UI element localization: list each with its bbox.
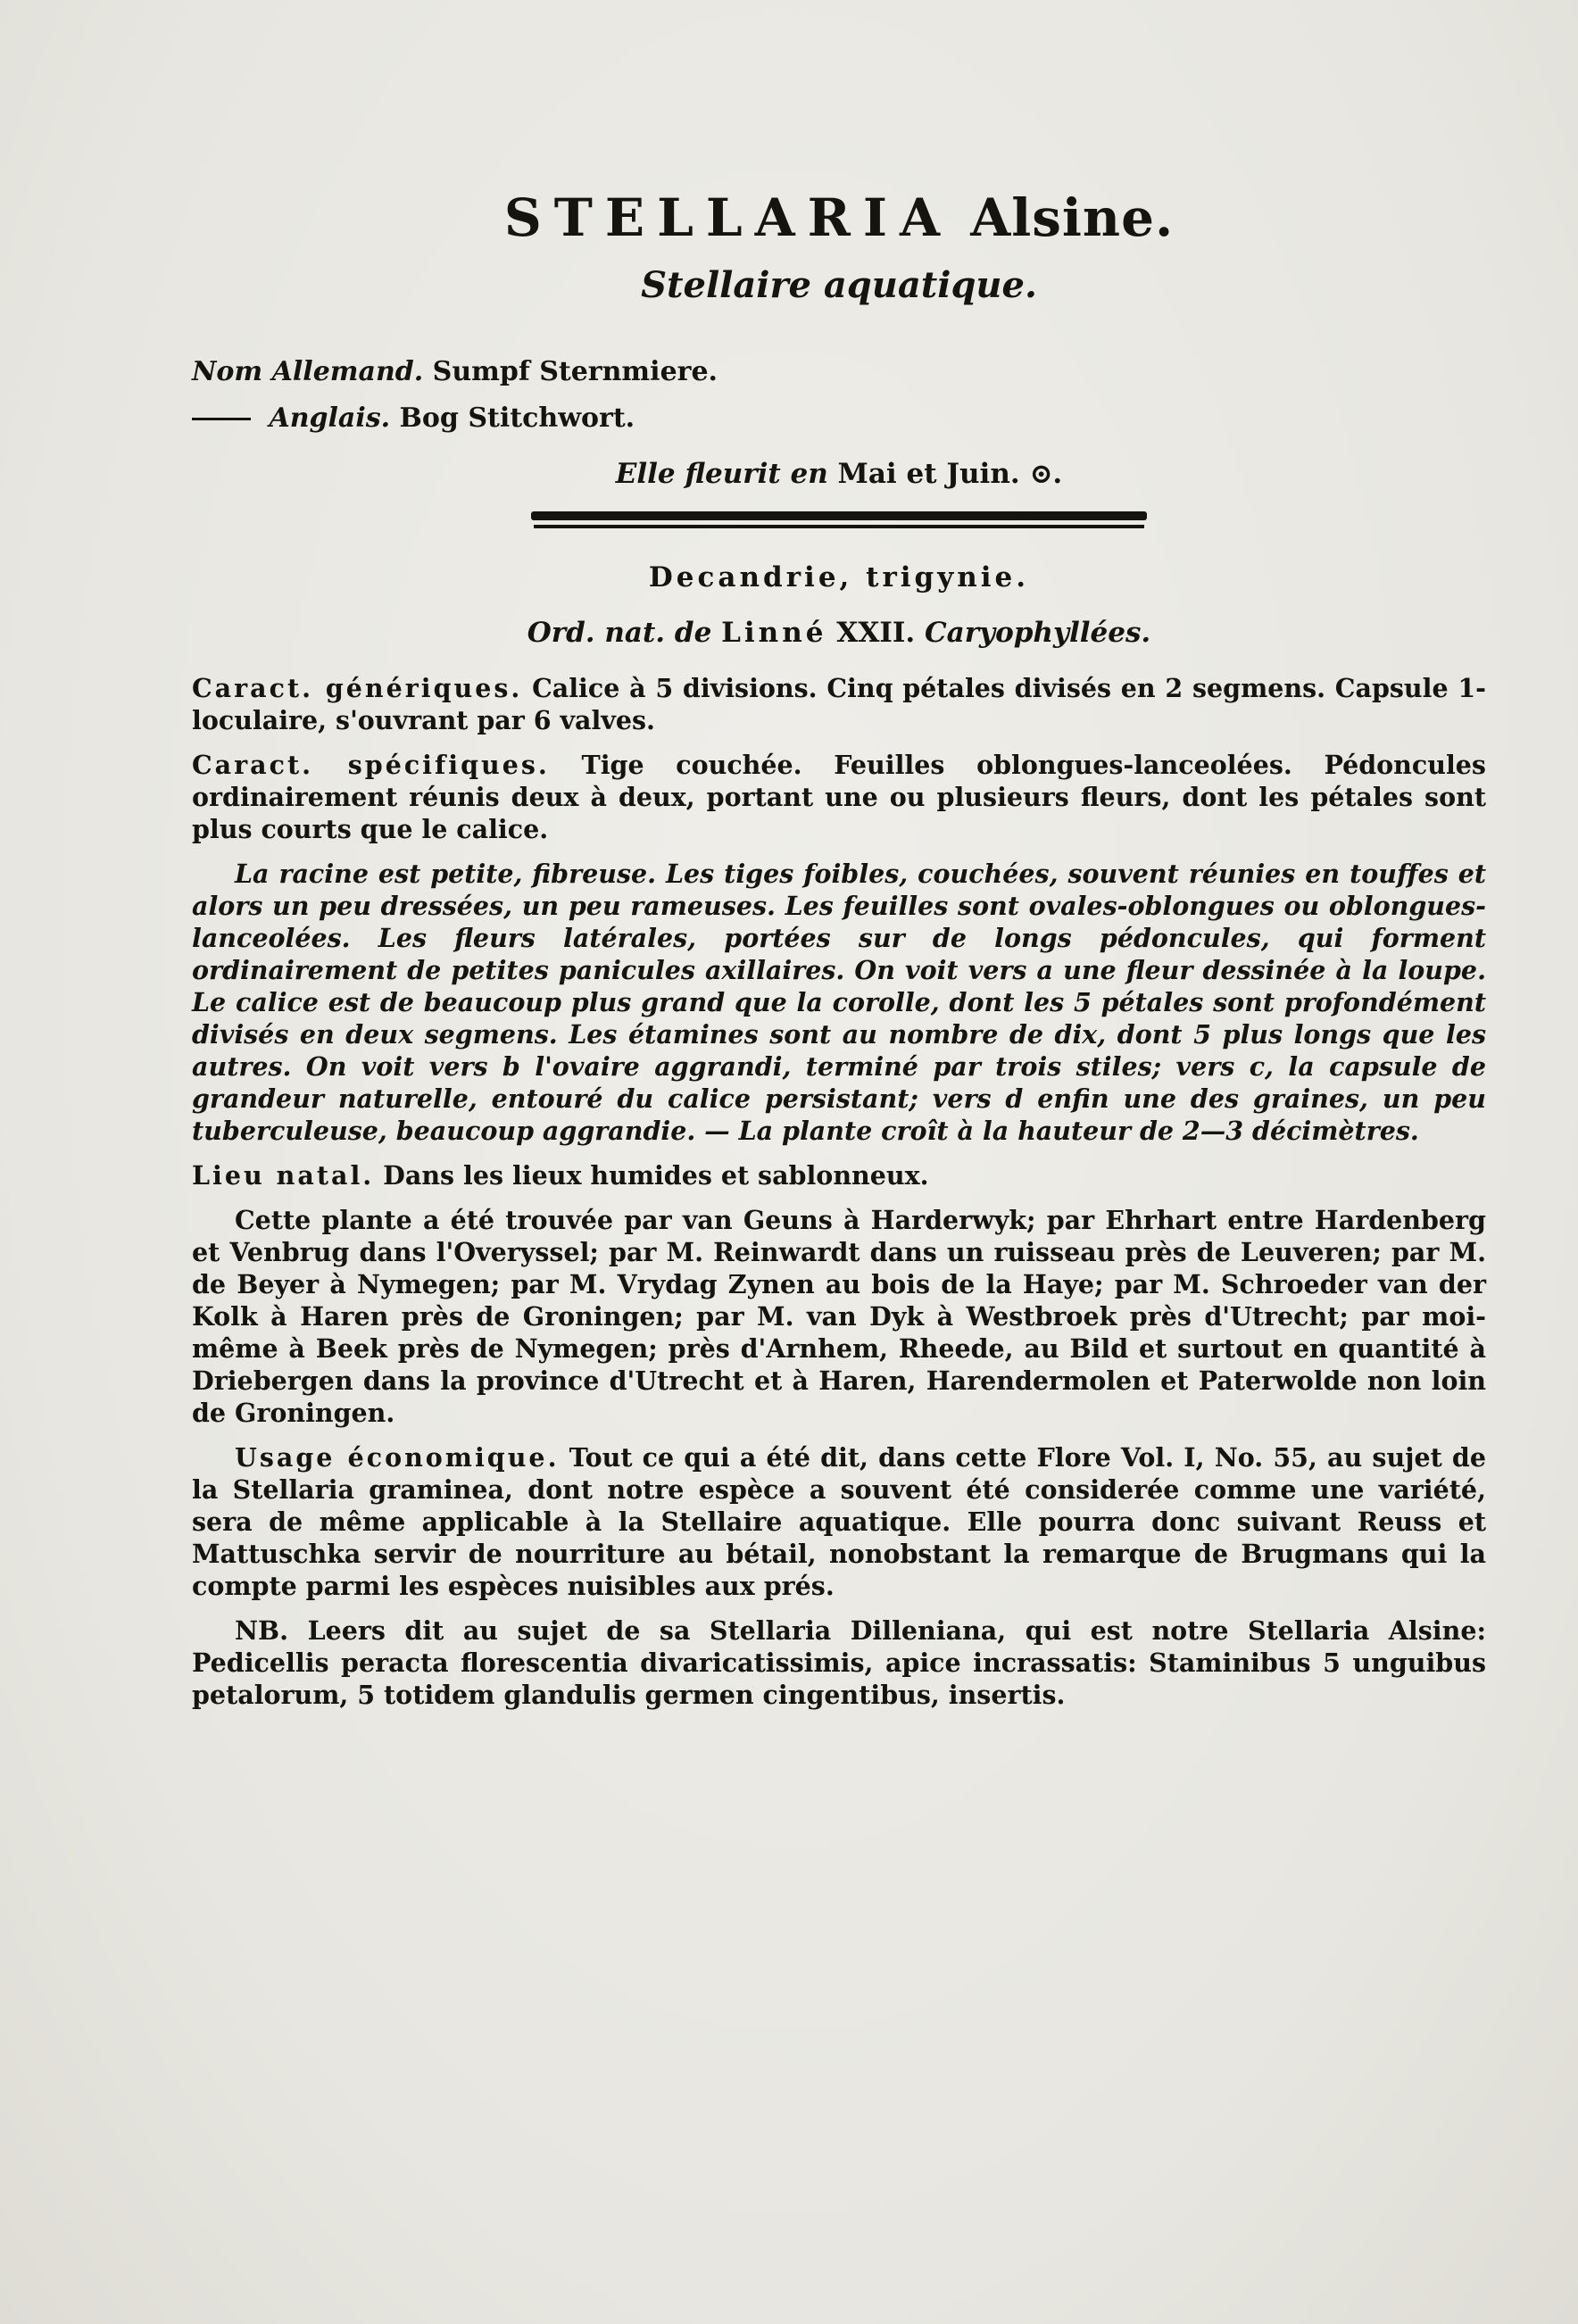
usage-paragraph	[192, 1441, 1486, 1602]
english-name-label: Anglais.	[269, 402, 391, 434]
flowering-line	[192, 458, 1486, 490]
order-family: Caryophyllées.	[924, 616, 1151, 649]
class-text: Decandrie, trigynie.	[648, 560, 1030, 593]
english-name-value: Bog Stitchwort.	[399, 402, 635, 434]
generic-text: Calice à 5 divisions. Cinq pétales divisés en 2 segmens. Capsule 1-loculaire, s'ouvrant par 6 valves.	[192, 672, 1486, 735]
document-sheet	[192, 187, 1486, 1723]
order-prefix: Ord. nat. de	[527, 616, 712, 649]
habitat-text: Dans les lieux humides et sablonneux.	[383, 1159, 929, 1191]
specific-label: Caract. spécifiques.	[192, 749, 550, 780]
document-body	[192, 672, 1486, 1711]
specific-text: Tige couchée. Feuilles oblongues-lanceolées. Pédoncules ordinairement réunis deux à deux, portant une ou plusieurs fleurs, dont les pétales sont plus courts que le calice.	[192, 749, 1486, 844]
flowering-months: Mai et Juin.	[837, 457, 1020, 490]
nota-bene-paragraph	[192, 1614, 1486, 1711]
title-species: Alsine.	[970, 187, 1175, 248]
localities-paragraph: Cette plante a été trouvée par van Geuns à Harderwyk; par Ehrhart entre Hardenberg et Venbrug dans l'Overyssel; par M. Reinwardt dans un ruisseau près de Leuveren; par M. de Beyer à Nymegen; par M. Vrydag Zynen au bois de la Haye; par M. Schroeder van der Kolk à Haren près de Groningen; par M. van Dyk à Westbroek près d'Utrecht; par moi-même à Beek près de Nymegen; près d'Arnhem, Rheede, au Bild et surtout en quantité à Driebergen dans la province d'Utrecht et à Haren, Harendermolen et Paterwolde non loin de Groningen.	[192, 1204, 1486, 1428]
page-title	[192, 187, 1486, 250]
title-genus: STELLARIA	[503, 187, 952, 248]
flowering-prefix: Elle fleurit en	[615, 457, 828, 490]
generic-label: Caract. génériques.	[192, 672, 523, 703]
nb-text: Leers dit au sujet de sa Stellaria Dilleniana, qui est notre Stellaria Alsine: Pedicellis peracta florescentia divaricatissimis, apice incrassatis: Staminibus 5 unguibus petalorum, 5 totidem glandulis germen cingentibus, insertis.	[192, 1614, 1486, 1710]
vernacular-names	[192, 349, 1486, 442]
page-subtitle: Stellaire aquatique.	[641, 263, 1037, 306]
usage-text: Tout ce qui a été dit, dans cette Flore Vol. I, No. 55, au sujet de la Stellaria graminea, dont notre espèce a souvent été considerée comme une variété, sera de même applicable à la Stellaire aquatique. Elle pourra donc suivant Reuss et Mattuschka servir de nourriture au bétail, nonobstant la remarque de Brugmans qui la compte parmi les espèces nuisibles aux prés.	[192, 1441, 1486, 1601]
german-name-value: Sumpf Sternmiere.	[432, 355, 718, 387]
description-paragraph: La racine est petite, fibreuse. Les tiges foibles, couchées, souvent réunies en touffes et alors un peu dressées, un peu rameuses. Les feuilles sont ovales-oblongues ou oblongues-lanceolées. Les fleurs latérales, portées sur de longs pédoncules, qui forment ordinairement de petites panicules axillaires. On voit vers a une fleur dessinée à la loupe. Le calice est de beaucoup plus grand que la corolle, dont les 5 pétales sont profondément divisés en deux segmens. Les étamines sont au nombre de dix, dont 5 plus longs que les autres. On voit vers b l'ovaire aggrandi, terminé par trois stiles; vers c, la capsule de grandeur naturelle, entouré du calice persistant; vers d enfin une des graines, un peu tuberculeuse, beaucoup aggrandie. — La plante croît à la hauteur de 2—3 décimètres.	[192, 858, 1486, 1146]
generic-characters	[192, 672, 1486, 736]
nb-label: NB.	[235, 1614, 289, 1646]
habitat-label: Lieu natal.	[192, 1159, 375, 1191]
order-number: XXII.	[836, 616, 916, 649]
linnaean-class	[192, 561, 1486, 593]
german-name-label: Nom Allemand.	[192, 355, 424, 387]
ditto-dash	[192, 418, 251, 420]
english-name-row	[192, 395, 1486, 442]
usage-label: Usage économique.	[235, 1441, 560, 1473]
natural-order	[192, 617, 1486, 649]
double-rule-divider	[531, 511, 1147, 520]
annual-symbol: ⊙.	[1029, 457, 1063, 490]
german-name-row	[192, 349, 1486, 395]
habitat-paragraph	[192, 1159, 1486, 1191]
specific-characters	[192, 749, 1486, 845]
order-author: Linné	[721, 616, 827, 649]
